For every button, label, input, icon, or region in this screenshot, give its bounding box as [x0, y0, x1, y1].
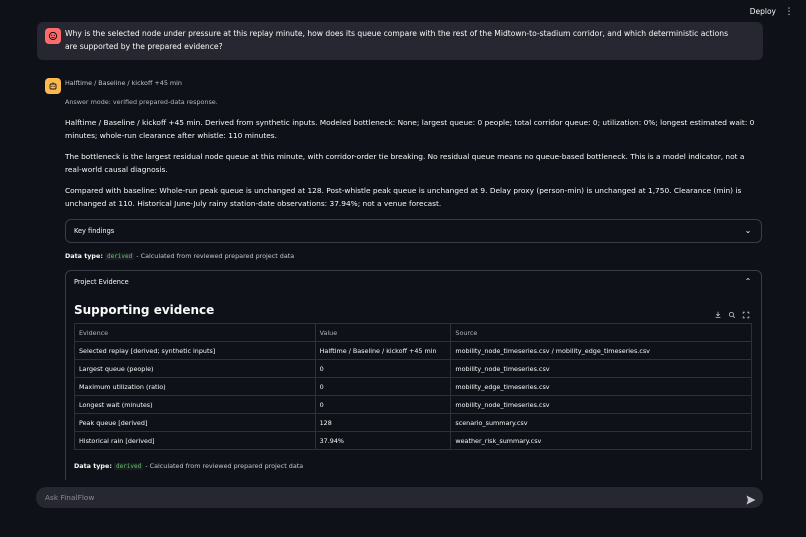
user-message-text: Why is the selected node under pressure at this replay minute, how does its queue compare with the rest of the Midtown-to-stadium corridor, and which deterministic actions are supported by the prepared evidence?: [65, 29, 729, 51]
column-header-evidence[interactable]: Evidence: [75, 324, 316, 342]
answer-mode-text: Answer mode: verified prepared-data response.: [65, 98, 218, 106]
table-row: [75, 414, 752, 432]
table-cell[interactable]: 37.94%: [315, 432, 451, 450]
data-type-label: Data type:: [74, 462, 112, 470]
table-row: [75, 432, 752, 450]
project-evidence-label: Project Evidence: [74, 278, 129, 286]
supporting-evidence-title: Supporting evidence: [74, 303, 215, 317]
table-cell[interactable]: Maximum utilization (ratio): [75, 378, 316, 396]
table-row: [75, 342, 752, 360]
table-cell[interactable]: Historical rain [derived]: [75, 432, 316, 450]
table-cell[interactable]: 0: [315, 396, 451, 414]
chevron-down-icon: ⌄: [744, 226, 752, 235]
answer-paragraph-summary: Halftime / Baseline / kickoff +45 min. Derived from synthetic inputs. Modeled bottleneck: None; largest queue: 0 people; total corridor queue: 0; utilization: 0%; longest estimated wait: 0 minutes; whole-run clearance after whistle: 110 minutes.: [65, 118, 755, 140]
top-bar: [0, 0, 806, 24]
table-cell[interactable]: mobility_edge_timeseries.csv: [451, 378, 752, 396]
kebab-menu-icon[interactable]: ⋮: [784, 7, 794, 17]
send-arrow-icon[interactable]: [745, 491, 757, 503]
scenario-label: Halftime / Baseline / kickoff +45 min: [65, 79, 182, 87]
column-header-value[interactable]: Value: [315, 324, 451, 342]
chevron-up-icon: ⌃: [744, 277, 752, 286]
deploy-button[interactable]: Deploy: [749, 7, 776, 16]
column-header-source[interactable]: Source: [451, 324, 752, 342]
data-type-description: - Calculated from reviewed prepared project data: [145, 462, 304, 470]
evidence-table: [74, 323, 752, 450]
data-type-code: derived: [115, 463, 142, 470]
user-face-icon: [45, 28, 61, 44]
data-type-description: - Calculated from reviewed prepared project data: [136, 252, 295, 260]
table-cell[interactable]: Halftime / Baseline / kickoff +45 min: [315, 342, 451, 360]
table-row: [75, 360, 752, 378]
table-row: [75, 378, 752, 396]
table-header-row: [75, 324, 752, 342]
data-type-note: [74, 462, 303, 470]
table-cell[interactable]: mobility_node_timeseries.csv: [451, 396, 752, 414]
table-cell[interactable]: Largest queue (people): [75, 360, 316, 378]
user-message: [37, 22, 763, 60]
fullscreen-icon[interactable]: [741, 311, 751, 321]
table-cell[interactable]: weather_risk_summary.csv: [451, 432, 752, 450]
key-findings-expander[interactable]: [65, 219, 762, 243]
data-type-code: derived: [106, 253, 133, 260]
table-toolbar: [713, 311, 751, 321]
table-row: [75, 396, 752, 414]
table-cell[interactable]: mobility_node_timeseries.csv: [451, 360, 752, 378]
download-icon[interactable]: [713, 311, 723, 321]
table-cell[interactable]: 128: [315, 414, 451, 432]
table-cell[interactable]: Peak queue [derived]: [75, 414, 316, 432]
data-type-note: [65, 252, 294, 260]
table-cell[interactable]: 0: [315, 360, 451, 378]
data-type-label: Data type:: [65, 252, 103, 260]
search-icon[interactable]: [727, 311, 737, 321]
table-cell[interactable]: Selected replay [derived; synthetic inputs]: [75, 342, 316, 360]
table-cell[interactable]: Longest wait (minutes): [75, 396, 316, 414]
table-cell[interactable]: mobility_node_timeseries.csv / mobility_edge_timeseries.csv: [451, 342, 752, 360]
table-cell[interactable]: 0: [315, 378, 451, 396]
answer-paragraph-bottleneck: The bottleneck is the largest residual node queue at this minute, with corridor-order tie breaking. No residual queue means no queue-based bottleneck. This is a model indicator, not a real-world causal diagnosis.: [65, 152, 745, 174]
chat-input-container: [36, 487, 763, 508]
chat-input[interactable]: [45, 487, 725, 508]
table-cell[interactable]: scenario_summary.csv: [451, 414, 752, 432]
robot-icon: [45, 78, 61, 94]
answer-paragraph-baseline: Compared with baseline: Whole-run peak queue is unchanged at 128. Post-whistle peak queue is unchanged at 9. Delay proxy (person-min) is unchanged at 1,750. Clearance (min) is unchanged at 110. Historical June-July rainy station-date observations: 37.94%; not a venue forecast.: [65, 186, 742, 208]
key-findings-label: Key findings: [74, 227, 115, 235]
